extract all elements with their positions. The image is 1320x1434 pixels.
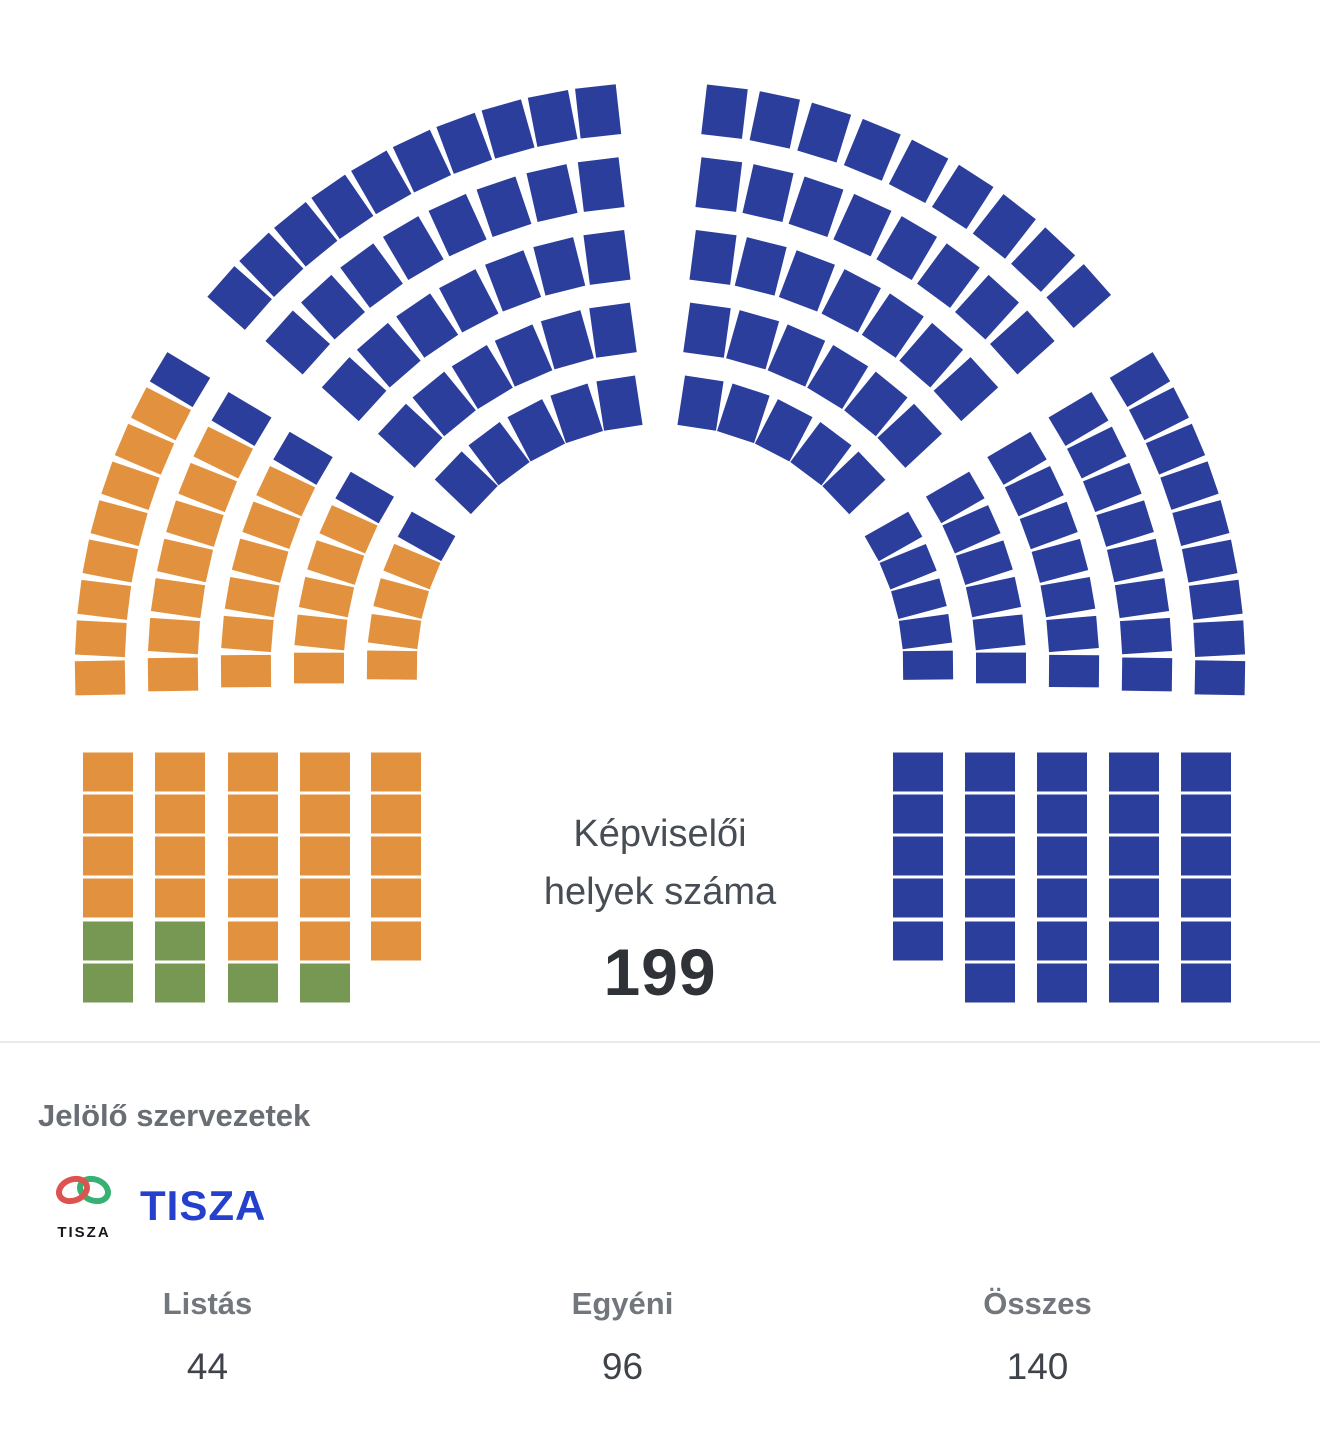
seat — [482, 99, 535, 158]
seat — [1181, 753, 1231, 792]
stat-listas-label: Listás — [162, 1286, 253, 1321]
seat — [526, 164, 577, 222]
seat — [973, 614, 1026, 650]
seat — [91, 500, 148, 546]
seat — [683, 303, 730, 358]
seat-count-label-line1: Képviselői — [573, 813, 747, 855]
seat — [966, 577, 1021, 617]
seat — [429, 194, 487, 257]
seat — [1107, 539, 1163, 582]
seat — [1182, 540, 1238, 583]
seat — [596, 375, 642, 430]
stat-listas-value: 44 — [186, 1346, 229, 1387]
seat — [844, 119, 901, 181]
seat — [1041, 577, 1096, 617]
seat — [221, 616, 273, 652]
tisza-logo-icon — [52, 1170, 116, 1241]
seat — [221, 655, 271, 688]
seat — [294, 653, 344, 684]
section-divider — [0, 1041, 1320, 1043]
seat — [75, 660, 126, 695]
seat — [485, 250, 541, 311]
seat — [300, 753, 350, 792]
seat — [1037, 753, 1087, 792]
seat — [965, 753, 1015, 792]
tisza-logo-caption: TISZA — [57, 1224, 111, 1241]
seat — [1122, 657, 1172, 691]
seat-stats-row — [0, 1286, 1245, 1388]
seat — [889, 140, 948, 203]
seat — [371, 753, 421, 792]
seat — [575, 84, 621, 138]
stat-egyeni — [415, 1286, 830, 1388]
seat — [75, 620, 127, 657]
party-name: TISZA — [140, 1182, 267, 1229]
seat — [797, 103, 851, 163]
seat — [367, 651, 417, 680]
seat — [83, 753, 133, 792]
seat — [157, 539, 213, 582]
seat — [83, 540, 139, 583]
seat — [1120, 618, 1172, 654]
seat — [726, 310, 779, 369]
seat — [589, 303, 636, 358]
seat — [1189, 580, 1243, 620]
seat — [701, 85, 747, 139]
seat — [528, 90, 578, 147]
seat — [903, 651, 953, 680]
seat — [1109, 753, 1159, 792]
seat — [578, 157, 625, 212]
seat — [1046, 616, 1098, 652]
seat — [155, 753, 205, 792]
stat-osszes-value: 140 — [1006, 1346, 1069, 1387]
seat — [750, 91, 800, 148]
seat — [477, 176, 532, 237]
seat — [1193, 620, 1245, 657]
seat — [695, 157, 742, 212]
seat — [779, 250, 835, 311]
stat-osszes-label: Összes — [983, 1286, 1092, 1321]
seat — [976, 653, 1026, 684]
seat — [148, 657, 198, 691]
nominating-orgs-heading: Jelölő szervezetek — [38, 1098, 311, 1133]
seat — [541, 310, 594, 369]
stat-egyeni-label: Egyéni — [571, 1286, 674, 1321]
seat — [299, 577, 354, 617]
seat — [1172, 500, 1229, 546]
seat — [368, 614, 421, 649]
seat — [148, 618, 200, 654]
seat — [533, 237, 585, 295]
seat-count-label — [0, 806, 1320, 922]
stat-osszes — [830, 1286, 1245, 1388]
seat — [677, 375, 723, 430]
seat — [228, 753, 278, 792]
seat — [1195, 660, 1246, 695]
seat — [1115, 578, 1169, 618]
seat — [689, 230, 736, 285]
seat — [833, 194, 891, 257]
seat — [294, 615, 347, 651]
seat-total-value: 199 — [603, 935, 717, 1009]
seat — [583, 230, 630, 285]
seat — [893, 753, 943, 792]
seat — [225, 577, 280, 617]
seat — [899, 614, 952, 649]
stat-egyeni-value: 96 — [601, 1346, 644, 1387]
party-row-tisza[interactable] — [52, 1170, 1292, 1250]
stat-listas — [0, 1286, 415, 1388]
seat — [735, 237, 787, 295]
seat — [77, 580, 131, 620]
seat — [789, 176, 844, 237]
seat — [151, 578, 205, 618]
seat-count-label-line2: helyek száma — [543, 870, 777, 913]
seat — [742, 164, 793, 222]
seat — [1049, 655, 1099, 688]
